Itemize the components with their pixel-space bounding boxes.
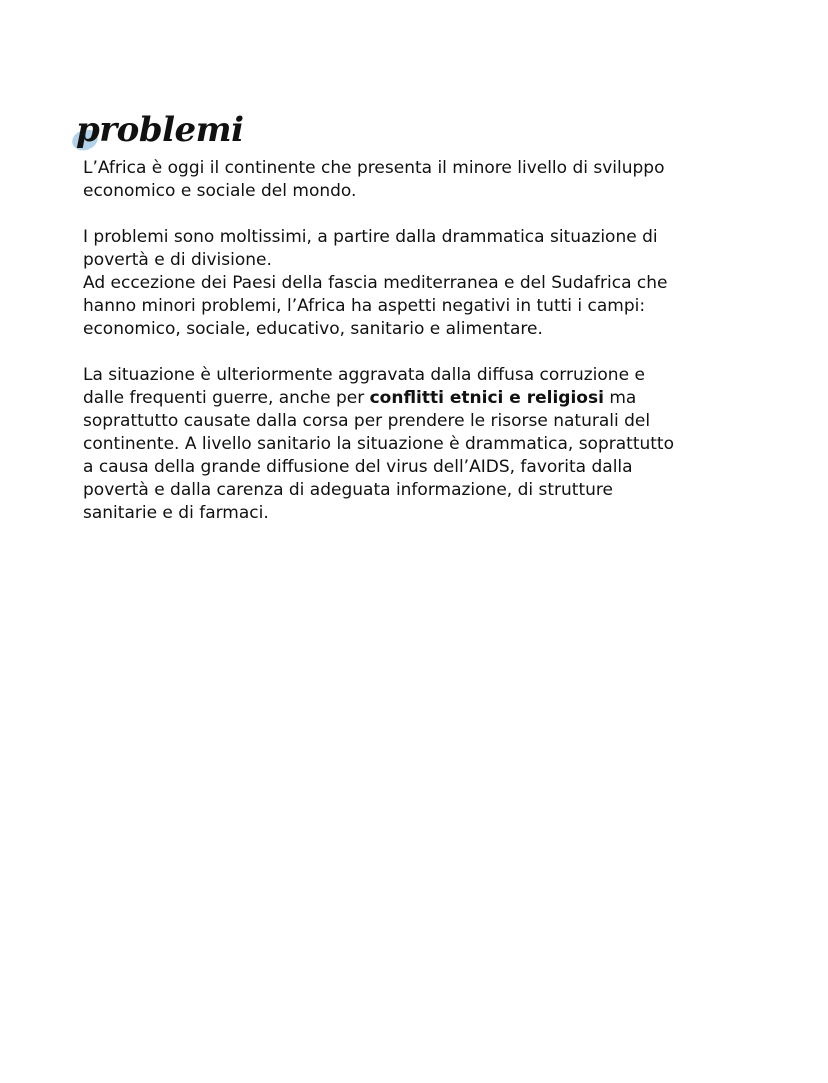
- text-line: economico, sociale, educativo, sanitario e alimentare.: [83, 319, 543, 339]
- text-line: L’Africa è oggi il continente che presenta il minore livello di sviluppo: [83, 158, 665, 178]
- text-line: soprattutto causate dalla corsa per prendere le risorse naturali del: [83, 411, 651, 431]
- text-line: La situazione è ulteriormente aggravata dalla diffusa corruzione e: [83, 365, 645, 385]
- text-segment: ma: [603, 388, 637, 408]
- text-line: a causa della grande diffusione del virus dell’AIDS, favorita dalla: [83, 457, 633, 477]
- paragraph-intro: [83, 157, 763, 203]
- text-line: continente. A livello sanitario la situazione è drammatica, soprattutto: [83, 434, 674, 454]
- text-line: povertà e dalla carenza di adeguata informazione, di strutture: [83, 480, 613, 500]
- text-line: sanitarie e di farmaci.: [83, 503, 269, 523]
- text-line: Ad eccezione dei Paesi della fascia mediterranea e del Sudafrica che: [83, 273, 668, 293]
- paragraph-problems: [83, 226, 763, 341]
- page-title: problemi: [76, 110, 244, 150]
- text-line: povertà e di divisione.: [83, 250, 272, 270]
- bold-phrase: conflitti etnici e religiosi: [369, 388, 604, 408]
- text-line: economico e sociale del mondo.: [83, 181, 357, 201]
- text-line: hanno minori problemi, l’Africa ha aspetti negativi in tutti i campi:: [83, 296, 646, 316]
- text-line: I problemi sono moltissimi, a partire dalla drammatica situazione di: [83, 227, 658, 247]
- text-line-with-bold: [83, 387, 763, 410]
- paragraph-situation: [83, 364, 763, 525]
- text-segment: dalle frequenti guerre, anche per: [83, 388, 370, 408]
- heading: [70, 108, 270, 164]
- body-text: [83, 157, 763, 525]
